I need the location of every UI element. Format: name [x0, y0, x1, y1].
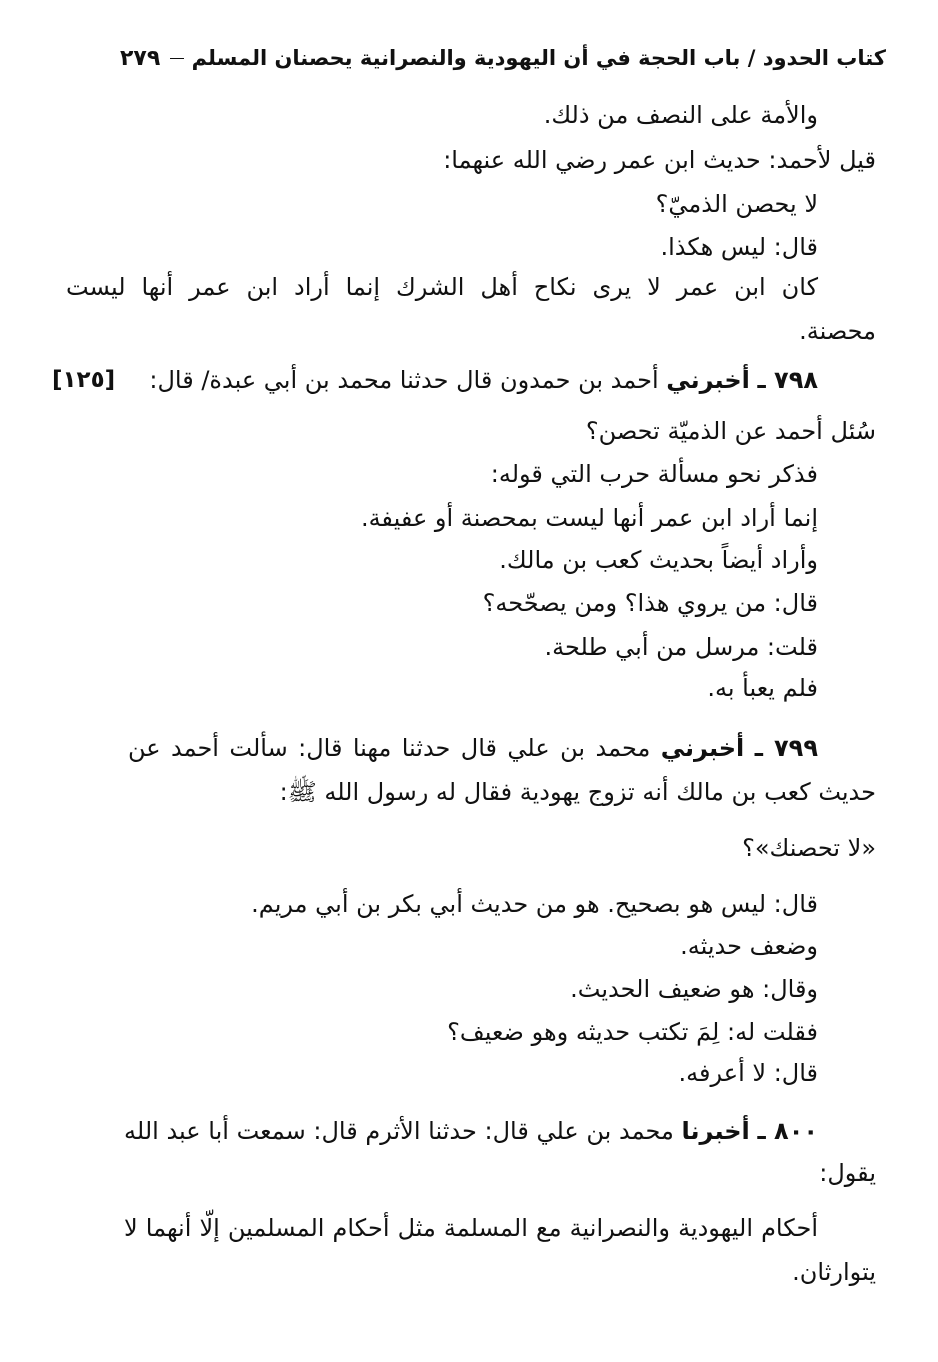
- text-line: كان ابن عمر لا يرى نكاح أهل الشرك إنما أراد ابن عمر أنها ليست: [66, 273, 818, 301]
- hadith-number: ٧٩٨ ـ: [757, 366, 818, 394]
- text-line: أحكام اليهودية والنصرانية مع المسلمة مثل أحكام المسلمين إلّا أنهما لا: [124, 1214, 818, 1242]
- text-line: سُئل أحمد عن الذميّة تحصن؟: [585, 417, 876, 445]
- hadith-number: ٨٠٠ ـ: [757, 1117, 818, 1145]
- hadith-line: [149, 360, 818, 400]
- text-line: لا يحصن الذميّ؟: [655, 190, 818, 218]
- header-rule: [170, 58, 183, 59]
- text-line: وقال: هو ضعيف الحديث.: [570, 975, 818, 1003]
- text-line: وضعف حديثه.: [680, 932, 818, 960]
- text-line: قال: من يروي هذا؟ ومن يصحّحه؟: [482, 589, 818, 617]
- hadith-text: محمد بن علي قال: حدثنا الأثرم قال: سمعت أبا عبد الله: [124, 1117, 674, 1145]
- hadith-text: محمد بن علي قال حدثنا مهنا قال: سألت أحمد عن: [128, 734, 651, 762]
- hadith-lead: أخبرني: [666, 366, 750, 394]
- text-line: قيل لأحمد: حديث ابن عمر رضي الله عنهما:: [443, 146, 876, 174]
- text-line: قال: ليس هكذا.: [660, 233, 818, 261]
- text-line: يتوارثان.: [792, 1258, 876, 1286]
- hadith-number: ٧٩٩ ـ: [754, 734, 818, 762]
- hadith-line: [128, 728, 818, 768]
- header-title: كتاب الحدود / باب الحجة في أن اليهودية والنصرانية يحصنان المسلم: [191, 46, 886, 70]
- text-line: والأمة على النصف من ذلك.: [543, 101, 818, 129]
- margin-note: [١٢٥]: [52, 367, 116, 393]
- page-number: ٢٧٩: [120, 45, 161, 71]
- hadith-text: أحمد بن حمدون قال حدثنا محمد بن أبي عبدة/ قال:: [149, 366, 659, 394]
- text-line: وأراد أيضاً بحديث كعب بن مالك.: [499, 546, 818, 574]
- text-line: فذكر نحو مسألة حرب التي قوله:: [490, 460, 818, 488]
- running-header: [120, 38, 886, 78]
- text-line: «لا تحصنك»؟: [742, 834, 876, 862]
- hadith-line: [124, 1111, 818, 1151]
- text-line: فلم يعبأ به.: [707, 674, 818, 702]
- text-line: حديث كعب بن مالك أنه تزوج يهودية فقال له رسول الله ﷺ:: [279, 778, 876, 806]
- text-line: قال: لا أعرفه.: [678, 1059, 818, 1087]
- text-line: محصنة.: [799, 317, 876, 345]
- text-line: يقول:: [819, 1159, 876, 1187]
- text-line: قلت: مرسل من أبي طلحة.: [544, 633, 818, 661]
- text-line: قال: ليس هو بصحيح. هو من حديث أبي بكر بن أبي مريم.: [251, 890, 818, 918]
- text-line: فقلت له: لِمَ تكتب حديثه وهو ضعيف؟: [447, 1018, 818, 1046]
- hadith-lead: أخبرني: [660, 734, 745, 762]
- hadith-lead: أخبرنا: [681, 1117, 750, 1145]
- text-line: إنما أراد ابن عمر أنها ليست بمحصنة أو عفيفة.: [360, 504, 818, 532]
